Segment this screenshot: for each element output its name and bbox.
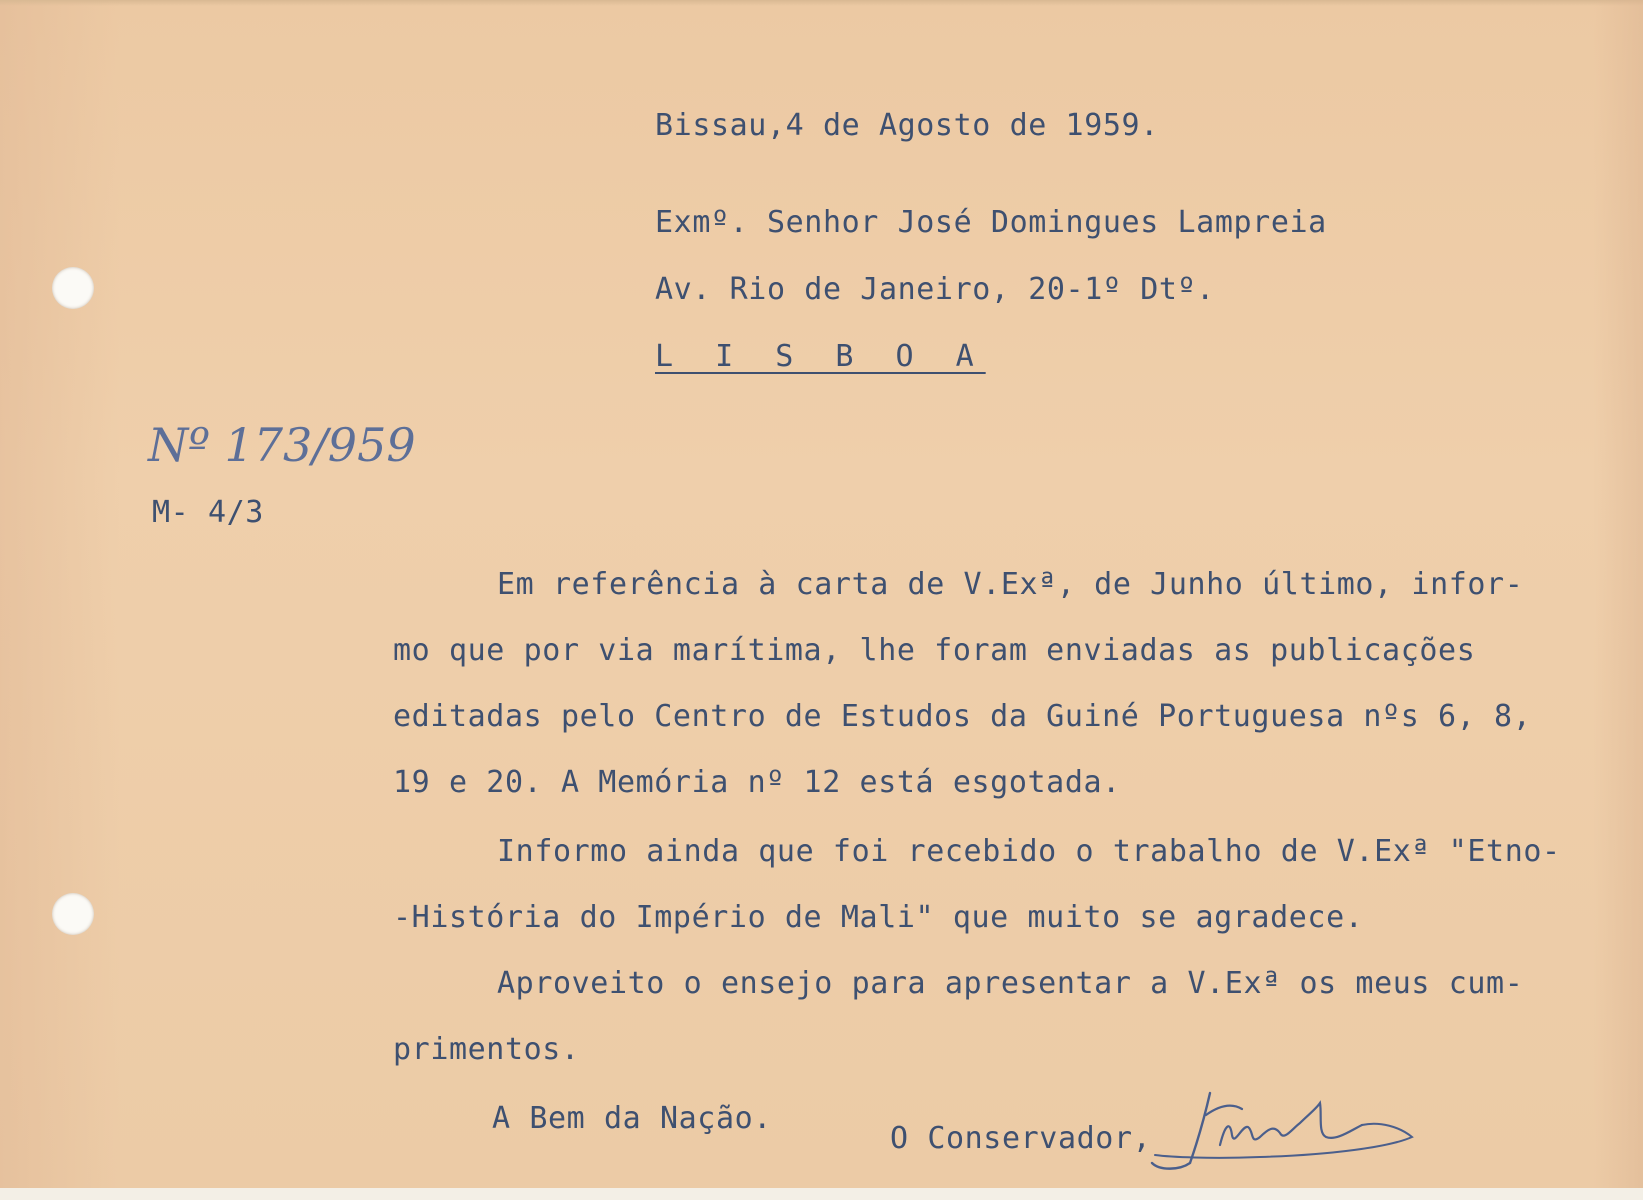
- closing-salutation: A Bem da Nação.: [492, 1101, 772, 1136]
- body-line: Aproveito o ensejo para apresentar a V.Exª os meus cum-: [497, 966, 1524, 1001]
- body-line: editadas pelo Centro de Estudos da Guiné Portuguesa nºs 6, 8,: [393, 699, 1532, 734]
- recipient-address: Av. Rio de Janeiro, 20-1º Dtº.: [655, 272, 1215, 307]
- punch-hole-top: [52, 267, 94, 309]
- reference-code: M- 4/3: [152, 495, 264, 530]
- recipient-name: Exmº. Senhor José Domingues Lampreia: [655, 205, 1327, 240]
- body-line: primentos.: [393, 1032, 580, 1067]
- punch-hole-bottom: [52, 893, 94, 935]
- handwritten-reference-number: Nº 173/959: [148, 418, 416, 472]
- body-line: mo que por via marítima, lhe foram enviadas as publicações: [393, 633, 1476, 668]
- date-line: Bissau,4 de Agosto de 1959.: [655, 108, 1159, 143]
- signatory-title: O Conservador,: [890, 1121, 1152, 1156]
- recipient-city: L I S B O A: [655, 339, 986, 374]
- handwritten-signature: [1150, 1085, 1440, 1180]
- body-line: -História do Império de Mali" que muito se agradece.: [393, 900, 1364, 935]
- body-line: 19 e 20. A Memória nº 12 está esgotada.: [393, 765, 1121, 800]
- body-line: Informo ainda que foi recebido o trabalho de V.Exª "Etno-: [497, 834, 1561, 869]
- body-line: Em referência à carta de V.Exª, de Junho último, infor-: [497, 567, 1524, 602]
- paper-top-edge: [0, 0, 1643, 6]
